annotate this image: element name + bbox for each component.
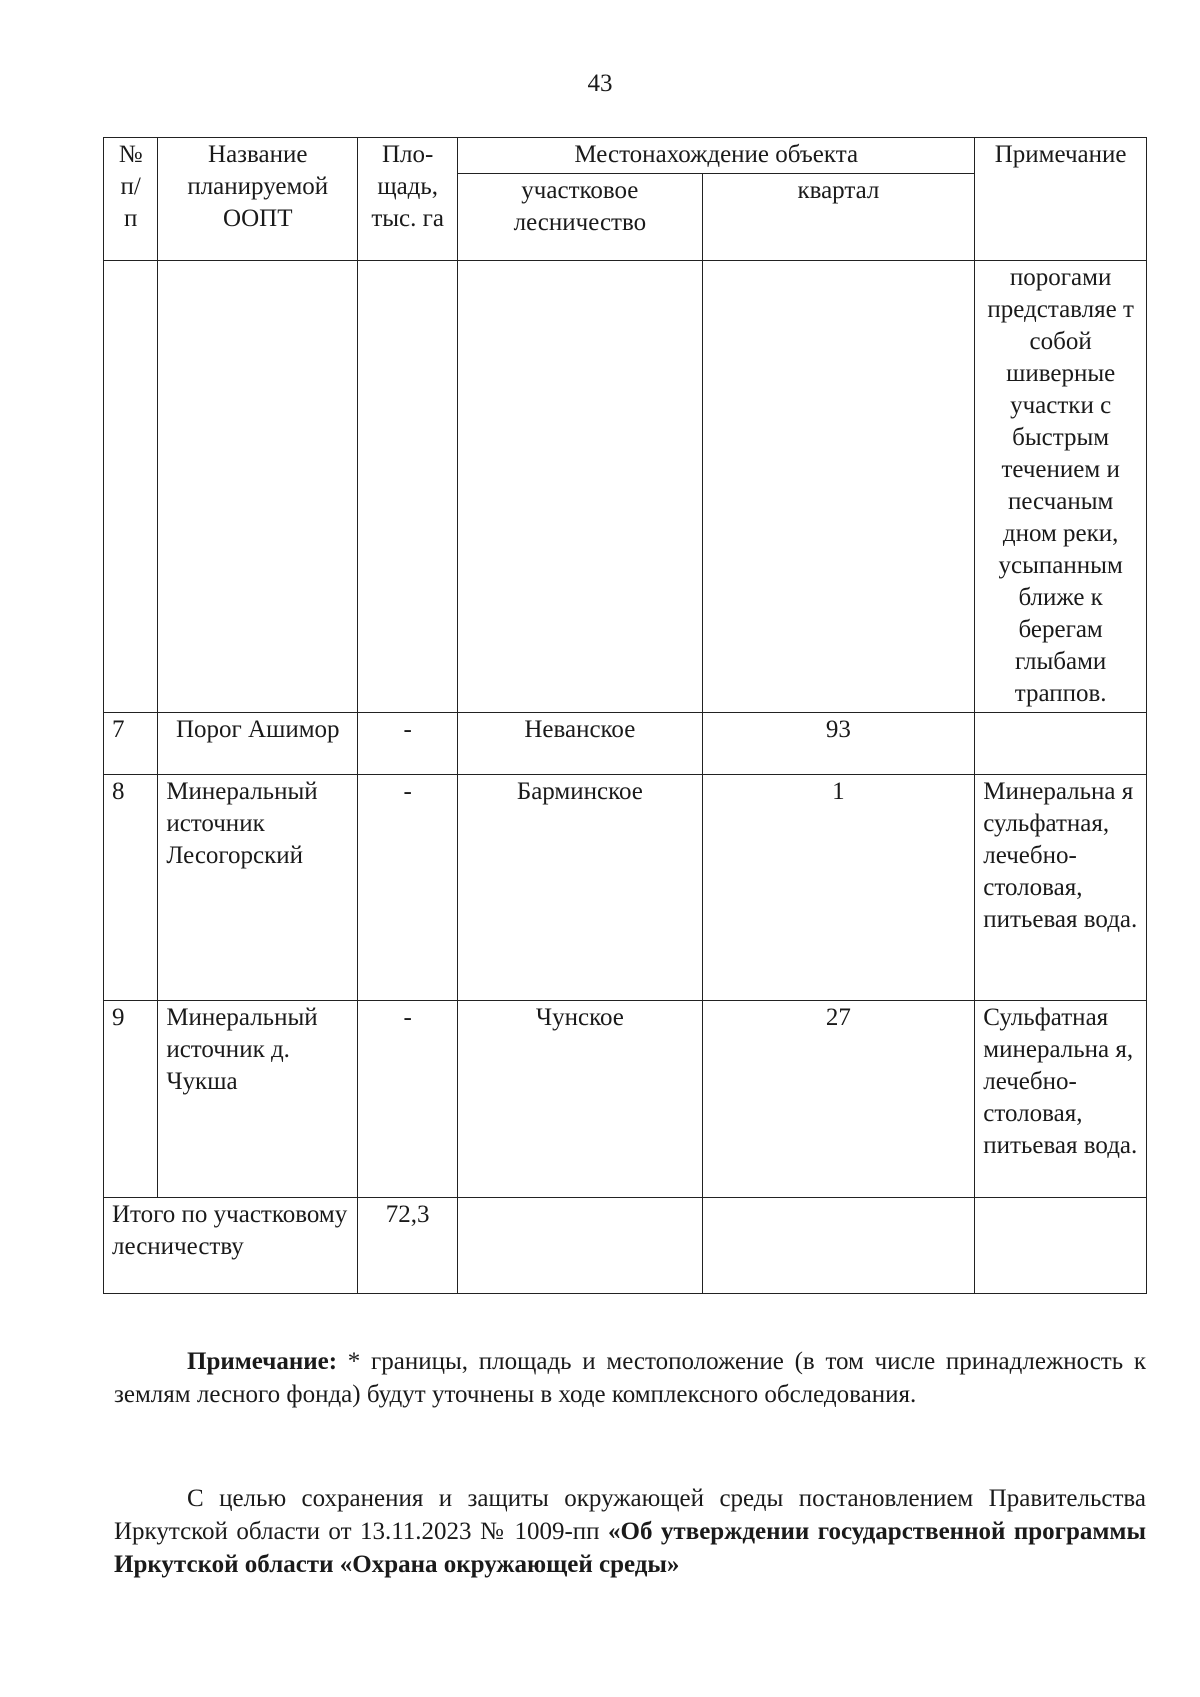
total-label: Итого по участковому лесничеству [104,1198,358,1294]
row-area: - [358,713,458,775]
header-name: Название планируемой ООПТ [158,138,358,261]
table-row [104,1001,1147,1198]
page-number: 43 [587,70,613,97]
row-note [975,713,1147,775]
total-area: 72,3 [358,1198,458,1294]
table-row [104,713,1147,775]
table-row [104,775,1147,1001]
footnote-label: Примечание: [187,1348,338,1375]
row-forestry: Чунское [458,1001,702,1198]
header-forestry: участковое лесничество [458,174,702,261]
row-note: Сульфатная минеральна я, лечебно-столовая, питьевая вода. [975,1001,1147,1198]
continuation-note: порогами представляе т собой шиверные участки с быстрым течением и песчаным дном реки, усыпанным ближе к берегам глыбами траппов. [975,261,1147,713]
header-num: № п/ п [104,138,158,261]
header-location: Местонахождение объекта [458,138,975,174]
header-area: Пло- щадь, тыс. га [358,138,458,261]
oopt-table [103,137,1147,1294]
row-name: Порог Ашимор [158,713,358,775]
footnote [114,1345,1146,1411]
paragraph-text: С целью сохранения и защиты окружающей среды постановлением Правительства Иркутской области от 13.11.2023 № 1009-пп [114,1485,1146,1545]
row-area: - [358,775,458,1001]
row-quarter: 93 [702,713,975,775]
row-name: Минеральный источник д. Чукша [158,1001,358,1198]
row-forestry: Барминское [458,775,702,1001]
paragraph-bold: «Об утверждении государственной программы Иркутской области «Охрана окружающей среды» [114,1518,1146,1578]
body-paragraph [114,1482,1146,1581]
row-forestry: Неванское [458,713,702,775]
footnote-text: * границы, площадь и местоположение (в том числе принадлежность к землям лесного фонда) будут уточнены в ходе комплексного обследования. [114,1348,1146,1408]
row-num: 7 [104,713,158,775]
row-name: Минеральный источник Лесогорский [158,775,358,1001]
table-row [104,261,1147,713]
row-note: Минеральна я сульфатная, лечебно-столовая, питьевая вода. [975,775,1147,1001]
row-quarter: 1 [702,775,975,1001]
total-row [104,1198,1147,1294]
header-note: Примечание [975,138,1147,261]
header-quarter: квартал [702,174,975,261]
row-num: 8 [104,775,158,1001]
row-quarter: 27 [702,1001,975,1198]
row-area: - [358,1001,458,1198]
row-num: 9 [104,1001,158,1198]
